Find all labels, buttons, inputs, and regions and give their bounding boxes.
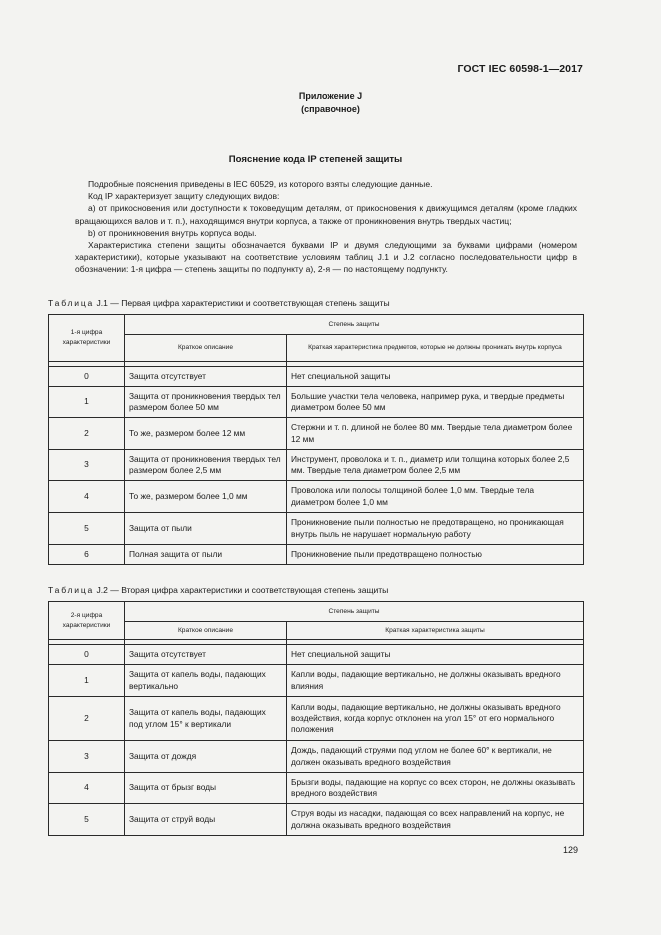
intro-text [75,178,577,276]
intro-paragraph: Характеристика степени защиты обозначается буквами IP и двумя следующими за буквами цифрами (номером характеристики), которые указывают на соответствие условиям таблиц J.1 и J.2 согласно последовательности цифр в обозначении: 1-я цифра — степень защиты по подпункту а), 2-я — по настоящему подпункту. [75,240,577,275]
table-row [49,741,584,773]
table-j2 [48,601,584,836]
section-heading: Пояснение кода IP степеней защиты [228,154,403,165]
table-row [49,773,584,804]
table2-short: Защита от капель воды, падающих под углом 15° к вертикали [125,697,287,741]
table-row [49,513,584,545]
table2-long-header: Краткая характеристика защиты [287,622,584,640]
table1-caption-word: Таблица [48,298,95,308]
table-j1 [48,314,584,565]
table-row [49,545,584,565]
table2-digit: 0 [49,645,125,665]
table1-digit: 6 [49,545,125,565]
table2-long: Капли воды, падающие вертикально, не должны оказывать вредного влияния [287,665,584,697]
table1-caption [48,298,390,308]
table1-group-header: Степень защиты [125,315,584,335]
table-row [49,418,584,450]
table1-short: Защита от проникновения твердых тел размером более 2,5 мм [125,450,287,481]
table-row [49,697,584,741]
table1-long: Проникновение пыли предотвращено полностью [287,545,584,565]
table2-short: Защита от капель воды, падающих вертикально [125,665,287,697]
table2-digit: 2 [49,697,125,741]
table2-long: Нет специальной защиты [287,645,584,665]
table1-long: Инструмент, проволока и т. п., диаметр или толщина которых более 2,5 мм. Твердые тела диаметром более 2,5 мм [287,450,584,481]
table2-caption-word: Таблица [48,585,95,595]
table1-digit: 4 [49,481,125,513]
table1-long: Стержни и т. п. длиной не более 80 мм. Твердые тела диаметром более 12 мм [287,418,584,450]
appendix-title: Приложение J [298,91,363,101]
table-row [49,645,584,665]
intro-paragraph: Код IP характеризует защиту следующих видов: [88,191,280,202]
intro-paragraph: b) от проникновения внутрь корпуса воды. [88,227,257,238]
table1-digit: 0 [49,367,125,387]
table2-long: Брызги воды, падающие на корпус со всех сторон, не должны оказывать вредного воздействия [287,773,584,804]
table2-digit: 4 [49,773,125,804]
table1-short: Полная защита от пыли [125,545,287,565]
table1-long: Большие участки тела человека, например рука, и твердые предметы диаметром более 50 мм [287,387,584,418]
table1-long: Проволока или полосы толщиной более 1,0 мм. Твердые тела диаметром более 1,0 мм [287,481,584,513]
table2-short: Защита от струй воды [125,804,287,836]
table2-digit-header: 2-я цифра характеристики [49,602,125,640]
table2-group-header: Степень защиты [125,602,584,622]
table2-short: Защита от дождя [125,741,287,773]
table1-short: То же, размером более 12 мм [125,418,287,450]
table-row [49,450,584,481]
appendix-subtitle: (справочное) [301,104,360,114]
table1-short-header: Краткое описание [125,335,287,362]
table1-digit: 3 [49,450,125,481]
table1-digit-header: 1-я цифра характеристики [49,315,125,362]
table1-digit: 1 [49,387,125,418]
table1-short: То же, размером более 1,0 мм [125,481,287,513]
intro-paragraph: Подробные пояснения приведены в IEC 60529, из которого взяты следующие данные. [88,179,433,189]
table1-long-header: Краткая характеристика предметов, которые не должны проникать внутрь корпуса [287,335,584,362]
table1-long: Нет специальной защиты [287,367,584,387]
table1-digit: 5 [49,513,125,545]
table1-long: Проникновение пыли полностью не предотвращено, но проникающая внутрь пыль не нарушает нормальную работу [287,513,584,545]
table1-digit: 2 [49,418,125,450]
table2-short-header: Краткое описание [125,622,287,640]
table2-long: Капли воды, падающие вертикально, не должны оказывать вредного воздействия, когда корпус отклонен на угол 15° от его нормального положения [287,697,584,741]
table2-digit: 3 [49,741,125,773]
table2-long: Дождь, падающий струями под углом не более 60° к вертикали, не должен оказывать вредного воздействия [287,741,584,773]
table2-short: Защита отсутствует [125,645,287,665]
page-number: 129 [562,845,578,855]
table1-caption-text: J.1 — Первая цифра характеристики и соответствующая степень защиты [94,298,390,308]
standard-number: ГОСТ IEC 60598-1—2017 [457,63,583,75]
table1-short: Защита от проникновения твердых тел размером более 50 мм [125,387,287,418]
table2-caption-text: J.2 — Вторая цифра характеристики и соответствующая степень защиты [94,585,389,595]
table2-caption [48,585,388,595]
table1-short: Защита отсутствует [125,367,287,387]
table-row [49,665,584,697]
table2-digit: 5 [49,804,125,836]
table2-short: Защита от брызг воды [125,773,287,804]
table-row [49,367,584,387]
intro-paragraph: а) от прикосновения или доступности к токоведущим деталям, от прикосновения к движущимся деталям (кроме гладких вращающихся валов и т. п.), находящимся внутри корпуса, а также от проникновения внутрь твердых частиц; [75,203,577,226]
table2-long: Струя воды из насадки, падающая со всех направлений на корпус, не должна оказывать вредного воздействия [287,804,584,836]
table1-short: Защита от пыли [125,513,287,545]
table-row [49,804,584,836]
table-row [49,387,584,418]
table-row [49,481,584,513]
table2-digit: 1 [49,665,125,697]
